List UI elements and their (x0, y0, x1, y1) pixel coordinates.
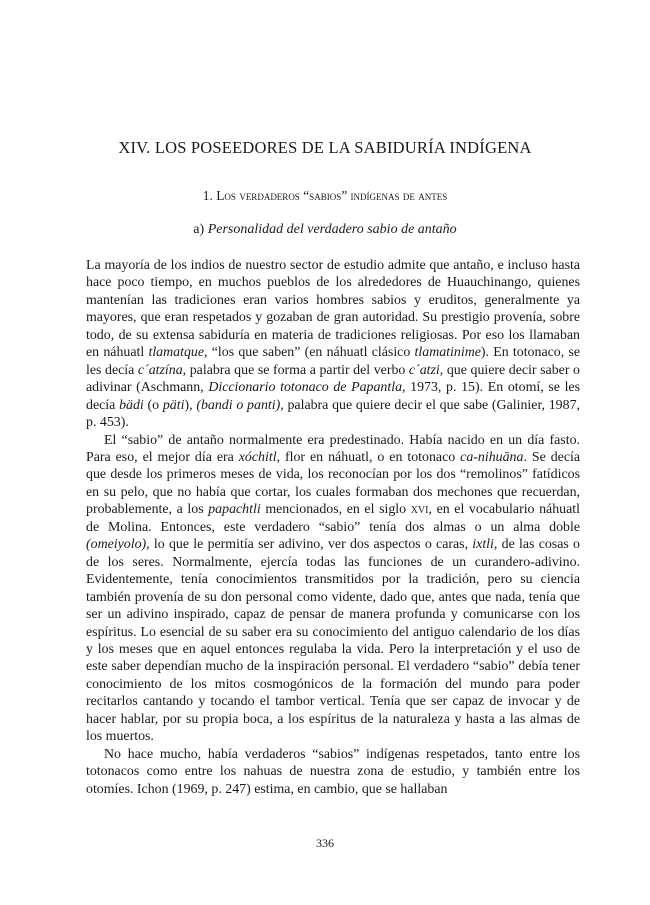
text-run: La mayoría de los indios de nuestro sector de estudio admite que antaño, e incluso hasta hace poco tiempo, en muchos pueblos de los alrededores de Huauchinango, quienes mantenían las tradiciones eran varios hombres sabios y eruditos, generalmente ya mayores, que eran respetados y gozaban de gran autoridad. Su prestigio provenía, sobre todo, de su extensa sabiduría en materia de tradiciones religiosas. Por eso los llamaban en náhuatl (86, 258, 580, 361)
paragraph-3 (86, 746, 580, 798)
chapter-title: XIV. LOS POSEEDORES DE LA SABIDURÍA INDÍGENA (118, 138, 532, 157)
section-heading-text: Los verdaderos “sabios” indígenas de antes (216, 188, 448, 203)
italic-book-title: Diccionario totonaco de Papantla (208, 380, 403, 396)
text-run: (o (143, 397, 163, 413)
subsection-letter: a) (193, 222, 205, 237)
italic-term: c´atzi (408, 362, 440, 378)
text-run: , que quiere decir saber o adivinar (Aschmann, (86, 362, 580, 396)
text-run: mencionados, en el siglo (260, 502, 411, 518)
section-title (0, 188, 650, 204)
italic-term: c´atzína (137, 362, 183, 378)
text-run: , flor en náhuatl, o en totonaco (276, 449, 461, 465)
italic-term: papachtli (208, 502, 261, 518)
body-text (86, 257, 580, 798)
text-run: . Se decía que desde los primeros meses de vida, los reconocían por los dos “remolinos” fatídicos en su pelo, que no había que cortar, los cuales formaban dos mechones que recuerdan, probablemente, a los (86, 449, 581, 518)
text-run: , palabra que se forma a partir del verbo (182, 362, 409, 378)
text-run: , de las cosas o de los seres. Normalmente, ejercía todas las funciones de un curandero-adivino. Evidentemente, tenía conocimientos transmitidos por la tradición, pero su ciencia también provenía de su don personal como vidente, dado que, antes que nada, tenía que ser un adivino inspirado, capaz de pensar de manera profunda y comunicarse con los espíritus. Lo esencial de su saber era su conocimiento del antiguo calendario de los días y los meses que en aquel entonces regulaba la vida. Pero la interpretación y el uso de este saber dependían mucho de la inspiración personal. El verdadero “sabio” debía tener conocimiento de los mitos cosmogónicos de la formación del mundo para poder recitarlos cantando y tocando el tambor vertical. Tenía que ser capaz de invocar y de hacer hablar, por su propia boca, a los espíritus de la naturaleza y hasta a las almas de los muertos. (86, 537, 580, 745)
text-run: No hace mucho, había verdaderos “sabios” indígenas respetados, tanto entre los totonacos como entre los nahuas de nuestra zona de estudio, y también entre los otomíes. Ichon (1969, p. 247) estima, en cambio, que se hallaban (86, 746, 580, 797)
italic-term: ixtli (472, 537, 494, 553)
italic-term: (bandi o panti), (196, 397, 284, 413)
italic-term: ca-nihuāna (460, 449, 524, 465)
text-run: El “sabio” de antaño normalmente era predestinado. Había nacido en un día fasto. Para eso, el mejor día era (86, 432, 580, 465)
text-run: lo que le permitía ser adivino, ver dos aspectos o caras, (149, 537, 473, 553)
page-number: 336 (316, 836, 334, 850)
subsection-heading-text: Personalidad del verdadero sabio de antaño (207, 222, 457, 237)
italic-term: bädi (119, 397, 144, 413)
text-run: ). En totonaco, se les decía (86, 345, 580, 378)
italic-term: (omeiyolo), (86, 537, 150, 553)
italic-term: xóchitl (238, 449, 277, 465)
text-run: , 1973, p. 15). En otomí, se les decía (86, 380, 580, 413)
text-run: ), (184, 397, 197, 413)
paragraph-2 (86, 432, 580, 746)
italic-term: päti (162, 397, 185, 413)
century-numeral: xvi (410, 502, 429, 518)
text-run: palabra que quiere decir el que sabe (Galinier, 1987, p. 453). (86, 397, 580, 431)
paragraph-1 (86, 257, 580, 432)
text-run: , en el vocabulario náhuatl de Molina. Entonces, este verdadero “sabio” tenía dos almas o un alma doble (86, 502, 580, 535)
subsection-title (0, 222, 650, 238)
italic-term: tlamatque (148, 345, 205, 361)
section-number: 1. (202, 188, 213, 203)
text-run: , “los que saben” (en náhuatl clásico (204, 345, 415, 361)
italic-term: tlamatinime (414, 345, 481, 361)
